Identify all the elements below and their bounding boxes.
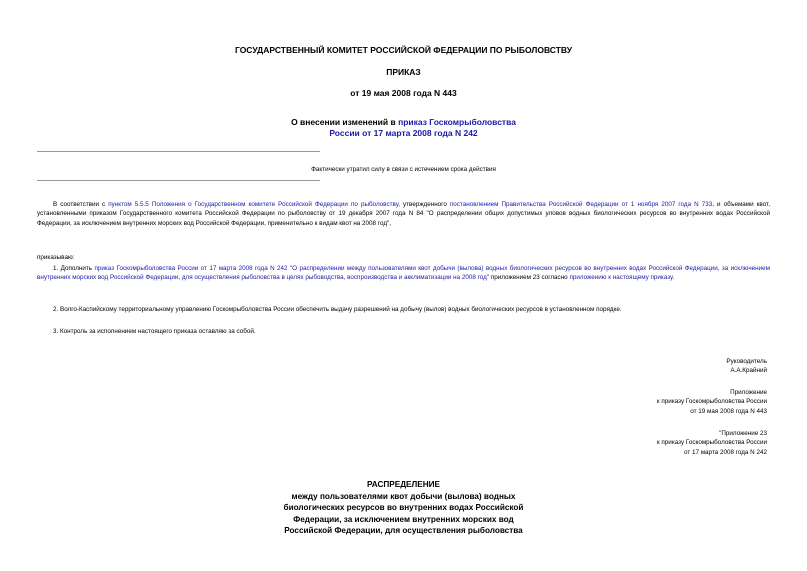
distribution-title: РАСПРЕДЕЛЕНИЕ	[367, 480, 440, 489]
item1-text-3: .	[672, 274, 675, 282]
distribution-line-3: Федерации, за исключением внутренних морских вод	[293, 514, 514, 524]
appendix-23-line-2: к приказу Госкомрыболовства России	[656, 439, 767, 447]
distribution-line-2: биологических ресурсов во внутренних водах Российской	[283, 503, 524, 513]
appendix-line-1: Приложение	[730, 389, 767, 396]
item1-text-1: 1. Дополнить	[53, 265, 95, 272]
subject-prefix: О внесении изменений в	[291, 117, 399, 127]
subject-link-line1[interactable]: приказ Госкомрыболовства	[398, 117, 516, 127]
signature-role: Руководитель	[726, 358, 767, 365]
bottom-divider	[37, 180, 320, 181]
appendix-23-line-3: от 17 марта 2008 года N 242	[683, 448, 767, 456]
order-item-2: 2. Волго-Каспийскому территориальному управлению Госкомрыболовства России обеспечить выдачу разрешений на добычу (вылов) водных биологических ресурсов в установленном порядке.	[53, 306, 622, 313]
item1-text-2: приложением 23 согласно	[489, 274, 570, 282]
appendix-caption	[657, 388, 767, 416]
appendix-23-line-1: "Приложение 23	[719, 430, 767, 437]
order-item-1	[37, 264, 770, 283]
amended-order-link[interactable]: приказ Госкомрыболовства России от 17 марта 2008 года N 242 "О распределении между пользователями квот добычи (вылова) водных биологических ресурсов во внутренних водах Российской Федерации, за исключением внутренних морских вод Российской Федерации, для осуществления рыболовства в целях рыбоводства, воспроизводства и акклиматизации на 2008 год"	[37, 265, 770, 282]
preamble-paragraph	[37, 200, 770, 228]
appendix-23-caption	[657, 429, 767, 457]
subject-link-line2[interactable]: России от 17 марта 2008 года N 242	[329, 128, 478, 138]
signature-name: А.А.Крайний	[730, 367, 767, 375]
distribution-title-block	[0, 479, 807, 537]
order-title: ПРИКАЗ	[386, 67, 421, 77]
signature-block	[726, 357, 767, 376]
preamble-text-3: , и объемами квот, установленными приказом Государственного комитета Российской Федерации по рыболовству от 19 декабря 2007 года N 84 "О распределении общих допустимых уловов водных биологических ресурсов во внутренних водах Российской Федерации, за исключением внутренних морских вод Российской Федерации, применительно к видам квот на 2008 год",	[37, 201, 770, 227]
appendix-link[interactable]: приложению к настоящему приказу	[569, 274, 673, 282]
appendix-line-2: к приказу Госкомрыболовства России	[656, 398, 767, 406]
preamble-text-2: , утвержденного	[398, 201, 450, 208]
order-item-3: 3. Контроль за исполнением настоящего приказа оставляю за собой.	[53, 328, 256, 335]
order-word: приказываю:	[37, 254, 75, 261]
order-subject	[0, 117, 807, 139]
distribution-line-4: Российской Федерации, для осуществления рыболовства	[284, 526, 523, 536]
preamble-text-1: В соответствии с	[53, 201, 109, 208]
top-divider	[37, 151, 320, 152]
government-decree-link[interactable]: постановлением Правительства Российской Федерации от 1 ноября 2007 года N 733	[449, 201, 713, 208]
regulation-link[interactable]: пунктом 5.5.5 Положения о Государственном комитете Российской Федерации по рыболовству	[108, 201, 399, 208]
committee-title: ГОСУДАРСТВЕННЫЙ КОМИТЕТ РОССИЙСКОЙ ФЕДЕРАЦИИ ПО РЫБОЛОВСТВУ	[234, 45, 573, 55]
order-date: от 19 мая 2008 года N 443	[350, 88, 457, 98]
appendix-line-3: от 19 мая 2008 года N 443	[690, 407, 767, 415]
status-note: Фактически утратил силу в связи с истечением срока действия	[311, 166, 496, 173]
distribution-line-1: между пользователями квот добычи (вылова) водных	[291, 491, 516, 501]
